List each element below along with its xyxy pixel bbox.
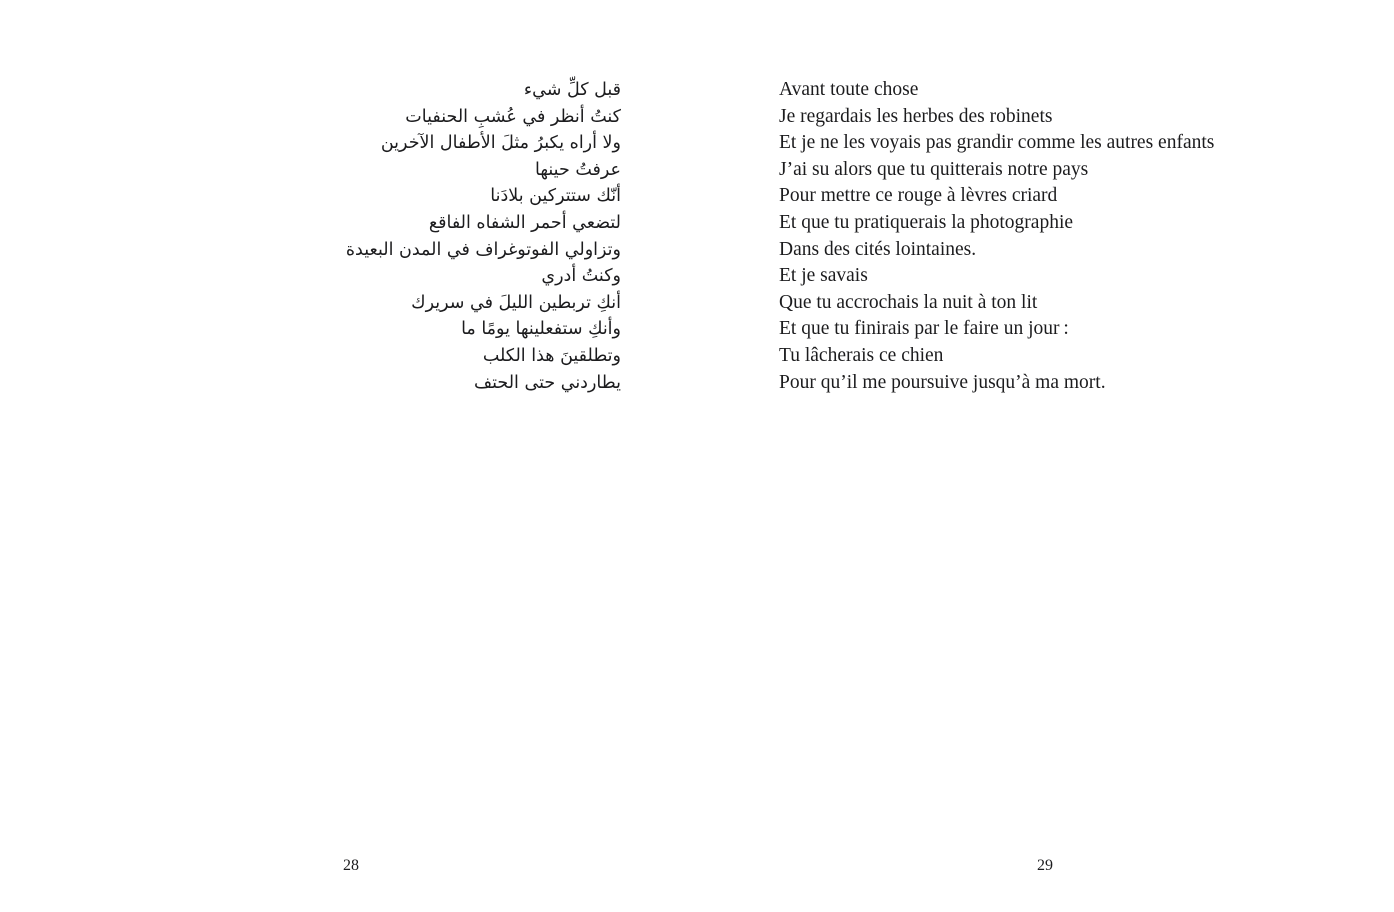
poem-line: Et que tu finirais par le faire un jour : <box>779 318 1069 340</box>
page-number-left: 28 <box>343 857 359 874</box>
poem-line: وتطلقينَ هذا الكلب <box>482 345 621 366</box>
poem-line: J’ai su alors que tu quitterais notre pays <box>779 158 1089 180</box>
poem-line: Je regardais les herbes des robinets <box>779 105 1053 127</box>
page-number-right: 29 <box>1037 857 1053 874</box>
poem-line: Et je ne les voyais pas grandir comme les autres enfants <box>779 132 1215 154</box>
poem-line: كنتُ أنظر في عُشبِ الحنفيات <box>405 106 621 127</box>
poem-line: Que tu accrochais la nuit à ton lit <box>779 291 1038 313</box>
poem-line: Avant toute chose <box>779 79 919 100</box>
poem-line: لتضعي أحمر الشفاه الفاقع <box>428 212 621 233</box>
poem-line: أنكِ تربطين الليلَ في سريرك <box>411 292 621 313</box>
poem-line: وأنكِ ستفعلينها يومًا ما <box>461 319 621 340</box>
poem-line: Dans des cités lointaines. <box>779 238 977 260</box>
poem-line: Et que tu pratiquerais la photographie <box>779 211 1074 233</box>
poem-line: Pour mettre ce rouge à lèvres criard <box>779 185 1058 207</box>
poem-line: وكنتُ أدري <box>541 266 621 287</box>
poem-line: عرفتُ حينها <box>535 159 621 180</box>
poem-line: يطاردني حتى الحتف <box>474 372 621 393</box>
poem-line: وتزاولي الفوتوغراف في المدن البعيدة <box>345 239 621 260</box>
poem-line: Tu lâcherais ce chien <box>779 344 944 366</box>
poem-line: Et je savais <box>779 265 868 287</box>
right-page-french-poem <box>779 77 1214 396</box>
poem-line: أنّك ستتركين بلادَنا <box>490 186 621 207</box>
left-page-arabic-poem <box>346 77 621 396</box>
poem-line: ولا أراه يكبرُ مثلَ الأطفال الآخرين <box>380 133 621 154</box>
poem-line: قبل كلِّ شيء <box>523 80 621 100</box>
poem-line: Pour qu’il me poursuive jusqu’à ma mort. <box>779 371 1106 393</box>
